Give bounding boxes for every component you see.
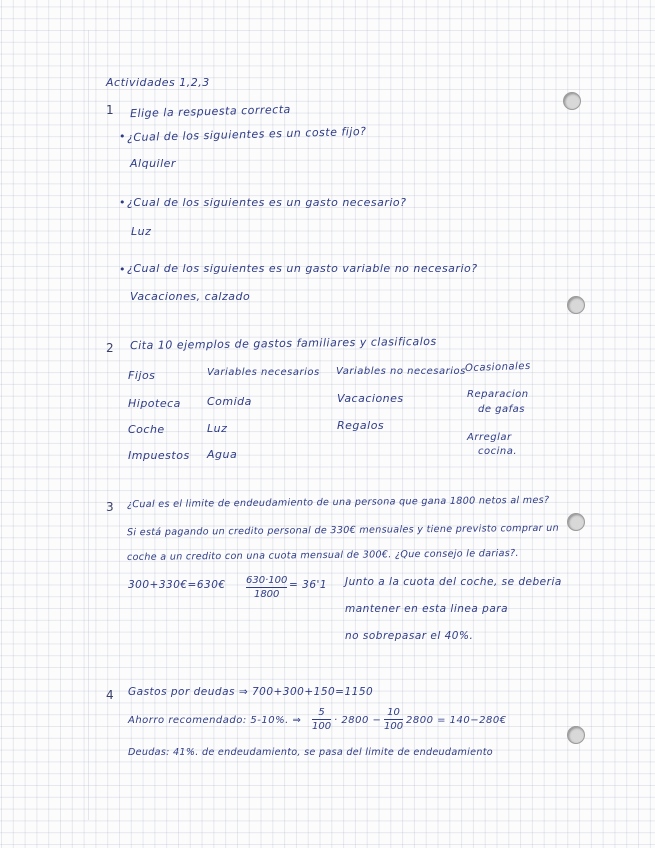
- q3-fraction-numerator: 630·100: [246, 575, 288, 586]
- q3-answer-2: mantener en esta linea para: [345, 603, 509, 615]
- q3-line-1: ¿Cual es el limite de endeudamiento de una persona que gana 1800 netos al mes?: [126, 494, 550, 511]
- binder-hole-4: [567, 726, 585, 744]
- q1-question-1: ¿Cual de los siguientes es un coste fijo?: [126, 124, 367, 145]
- q2-varnec-3: Agua: [207, 448, 238, 461]
- q3-fraction-result: = 36'1: [289, 579, 328, 591]
- q2-fijos-1: Hipoteca: [128, 397, 181, 410]
- q4-line-2a: Ahorro recomendado: 5-10%. ⇒: [128, 715, 302, 726]
- q3-fraction-denominator: 1800: [253, 589, 280, 600]
- q4-line-2b: 2800 = 140−280€: [406, 715, 507, 726]
- q4-fraction-2-bar: [384, 719, 403, 720]
- binder-hole-1: [563, 92, 581, 110]
- q2-header-variables-no-necesarios: Variables no necesarios: [336, 366, 466, 377]
- q2-varnec-1: Comida: [207, 395, 252, 408]
- q2-varnonec-1: Vacaciones: [337, 392, 404, 405]
- q4-line-3: Deudas: 41%. de endeudamiento, se pasa del limite de endeudamiento: [128, 747, 493, 758]
- q1-question-2: ¿Cual de los siguientes es un gasto necesario?: [127, 196, 407, 209]
- q2-varnonec-2: Regalos: [337, 419, 385, 432]
- binder-hole-2: [567, 296, 585, 314]
- q2-header-fijos: Fijos: [128, 369, 156, 382]
- q2-ocasional-2: de gafas: [478, 404, 526, 415]
- q3-number: 3: [106, 500, 115, 514]
- q4-number: 4: [106, 688, 115, 702]
- q1-question-3: ¿Cual de los siguientes es un gasto variable no necesario?: [127, 262, 478, 275]
- binder-hole-3: [567, 513, 585, 531]
- q4-fraction-2: [384, 707, 403, 732]
- q4-fraction-2-denominator: 100: [384, 721, 404, 732]
- q3-fraction-bar: [246, 587, 287, 588]
- q3-answer-3: no sobrepasar el 40%.: [345, 630, 474, 642]
- q1-bullet-1: •: [119, 130, 126, 143]
- q2-varnec-2: Luz: [207, 422, 228, 435]
- page-header: Actividades 1,2,3: [106, 76, 210, 89]
- q4-fraction-1-bar: [312, 719, 331, 720]
- q2-ocasional-4: cocina.: [478, 446, 518, 457]
- q3-line-2: Si está pagando un credito personal de 330€ mensuales y tiene previsto comprar un: [126, 522, 560, 539]
- q3-line-3: coche a un credito con una cuota mensual de 300€. ¿Que consejo le darias?.: [126, 547, 519, 564]
- q1-number: 1: [106, 103, 115, 117]
- q1-bullet-2: •: [119, 196, 126, 209]
- q4-fraction-1: [312, 707, 331, 732]
- q2-header-ocasionales: Ocasionales: [464, 360, 531, 375]
- q4-line-1: Gastos por deudas ⇒ 700+300+150=1150: [128, 686, 374, 698]
- q2-header-variables-necesarios: Variables necesarios: [207, 367, 320, 378]
- q1-answer-3: Vacaciones, calzado: [130, 290, 251, 303]
- q2-fijos-2: Coche: [128, 423, 165, 436]
- q1-answer-1: Alquiler: [130, 157, 176, 170]
- q3-calc: 300+330€=630€: [128, 579, 226, 591]
- q1-title: Elige la respuesta correcta: [129, 102, 291, 121]
- q2-number: 2: [106, 341, 115, 355]
- q2-ocasional-1: Reparacion: [467, 389, 529, 400]
- q4-fraction-1-numerator: 5: [318, 707, 325, 718]
- q2-fijos-3: Impuestos: [128, 449, 190, 462]
- q4-fraction-1-denominator: 100: [312, 721, 332, 732]
- q1-bullet-3: •: [119, 263, 126, 276]
- q3-answer-1: Junto a la cuota del coche, se deberia: [345, 576, 562, 588]
- q2-title: Cita 10 ejemplos de gastos familiares y clasificalos: [129, 334, 437, 353]
- q4-fraction-2-numerator: 10: [387, 707, 400, 718]
- q2-ocasional-3: Arreglar: [467, 432, 512, 443]
- q3-fraction: [246, 575, 287, 600]
- q1-answer-2: Luz: [131, 225, 152, 238]
- page-margin-line: [88, 30, 89, 820]
- q4-line-2x: · 2800 −: [334, 715, 382, 726]
